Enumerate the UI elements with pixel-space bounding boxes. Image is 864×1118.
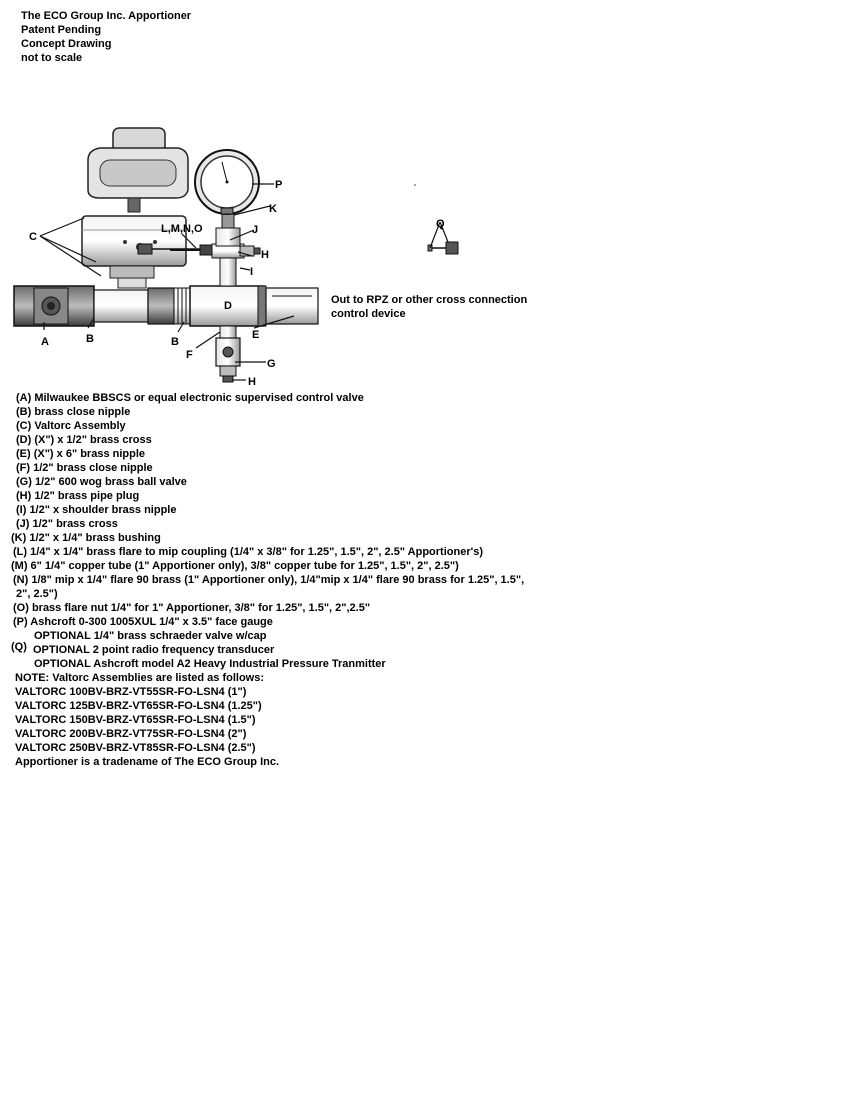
callout-f: F xyxy=(186,349,193,361)
legend-item-m: (M) 6" 1/4" copper tube (1" Apportioner only), 3/8" copper tube for 1.25", 1.5", 2", 2.5") xyxy=(11,560,459,572)
callout-lmno: L,M,N,O xyxy=(161,223,203,235)
legend-item-q-2: OPTIONAL 2 point radio frequency transducer xyxy=(33,644,275,656)
bottom-ball-valve-branch xyxy=(216,326,240,382)
callout-b2: B xyxy=(171,336,179,348)
callout-d: D xyxy=(224,300,232,312)
callout-h2: H xyxy=(248,376,256,388)
leader-lines xyxy=(40,184,448,380)
legend-valtorc-1: VALTORC 100BV-BRZ-VT55SR-FO-LSN4 (1") xyxy=(15,686,247,698)
legend-item-n: (N) 1/8" mip x 1/4" flare 90 brass (1" Apportioner only), 1/4"mip x 1/4" flare 90 brass for 1.25", 1.5", xyxy=(13,574,525,586)
legend-item-g: (G) 1/2" 600 wog brass ball valve xyxy=(16,476,187,488)
legend-item-k: (K) 1/2" x 1/4" brass bushing xyxy=(11,532,161,544)
pressure-gauge xyxy=(195,150,259,214)
legend-item-c: (C) Valtorc Assembly xyxy=(16,420,126,432)
legend-item-n-cont: 2", 2.5") xyxy=(16,588,58,600)
callout-e: E xyxy=(252,329,260,341)
legend-item-j: (J) 1/2" brass cross xyxy=(16,518,118,530)
callout-c: C xyxy=(29,231,37,243)
legend-item-f: (F) 1/2" brass close nipple xyxy=(16,462,153,474)
legend-valtorc-4: VALTORC 200BV-BRZ-VT75SR-FO-LSN4 (2") xyxy=(15,728,247,740)
callout-h1: H xyxy=(261,249,269,261)
valtorc-limit-switch-box xyxy=(88,128,188,212)
legend-item-d: (D) (X") x 1/2" brass cross xyxy=(16,434,152,446)
legend-valtorc-3: VALTORC 150BV-BRZ-VT65SR-FO-LSN4 (1.5") xyxy=(15,714,256,726)
legend-item-h: (H) 1/2" brass pipe plug xyxy=(16,490,140,502)
callout-k: K xyxy=(269,203,277,215)
callout-i: I xyxy=(250,266,254,278)
legend-item-o: (O) brass flare nut 1/4" for 1" Apportioner, 3/8" for 1.25", 1.5", 2",2.5" xyxy=(13,602,371,614)
legend-item-q-1: OPTIONAL 1/4" brass schraeder valve w/cap xyxy=(34,630,267,642)
legend-note: NOTE: Valtorc Assemblies are listed as follows: xyxy=(15,672,265,684)
legend-tradename: Apportioner is a tradename of The ECO Group Inc. xyxy=(15,756,280,768)
legend-item-p: (P) Ashcroft 0-300 1005XUL 1/4" x 3.5" face gauge xyxy=(13,616,273,628)
legend-item-i: (I) 1/2" x shoulder brass nipple xyxy=(16,504,177,516)
legend-item-q-3: OPTIONAL Ashcroft model A2 Heavy Industrial Pressure Tranmitter xyxy=(34,658,386,670)
title-line-2: Patent Pending xyxy=(21,24,102,36)
callout-p: P xyxy=(275,179,283,191)
legend-valtorc-5: VALTORC 250BV-BRZ-VT85SR-FO-LSN4 (2.5") xyxy=(15,742,256,754)
callout-q: Q xyxy=(436,218,445,230)
legend-item-b: (B) brass close nipple xyxy=(16,406,131,418)
callout-b1: B xyxy=(86,333,94,345)
callout-a: A xyxy=(41,336,49,348)
legend-item-a: (A) Milwaukee BBSCS or equal electronic supervised control valve xyxy=(16,392,364,404)
callout-g: G xyxy=(267,358,276,370)
out-to-rpz-line-2: control device xyxy=(331,308,406,320)
optional-device-q xyxy=(428,242,458,254)
title-line-3: Concept Drawing xyxy=(21,38,112,50)
main-pipe-run xyxy=(14,286,318,326)
apportioner-diagram xyxy=(0,0,864,400)
out-to-rpz-line-1: Out to RPZ or other cross connection xyxy=(331,294,528,306)
title-line-1: The ECO Group Inc. Apportioner xyxy=(21,10,192,22)
legend-item-l: (L) 1/4" x 1/4" brass flare to mip coupling (1/4" x 3/8" for 1.25", 1.5", 2", 2.5" Apportioner's) xyxy=(13,546,484,558)
legend-item-q-label: (Q) xyxy=(11,641,27,653)
legend-item-e: (E) (X") x 6" brass nipple xyxy=(16,448,146,460)
legend-valtorc-2: VALTORC 125BV-BRZ-VT65SR-FO-LSN4 (1.25") xyxy=(15,700,262,712)
callout-j: J xyxy=(252,224,259,236)
title-line-4: not to scale xyxy=(21,52,83,64)
